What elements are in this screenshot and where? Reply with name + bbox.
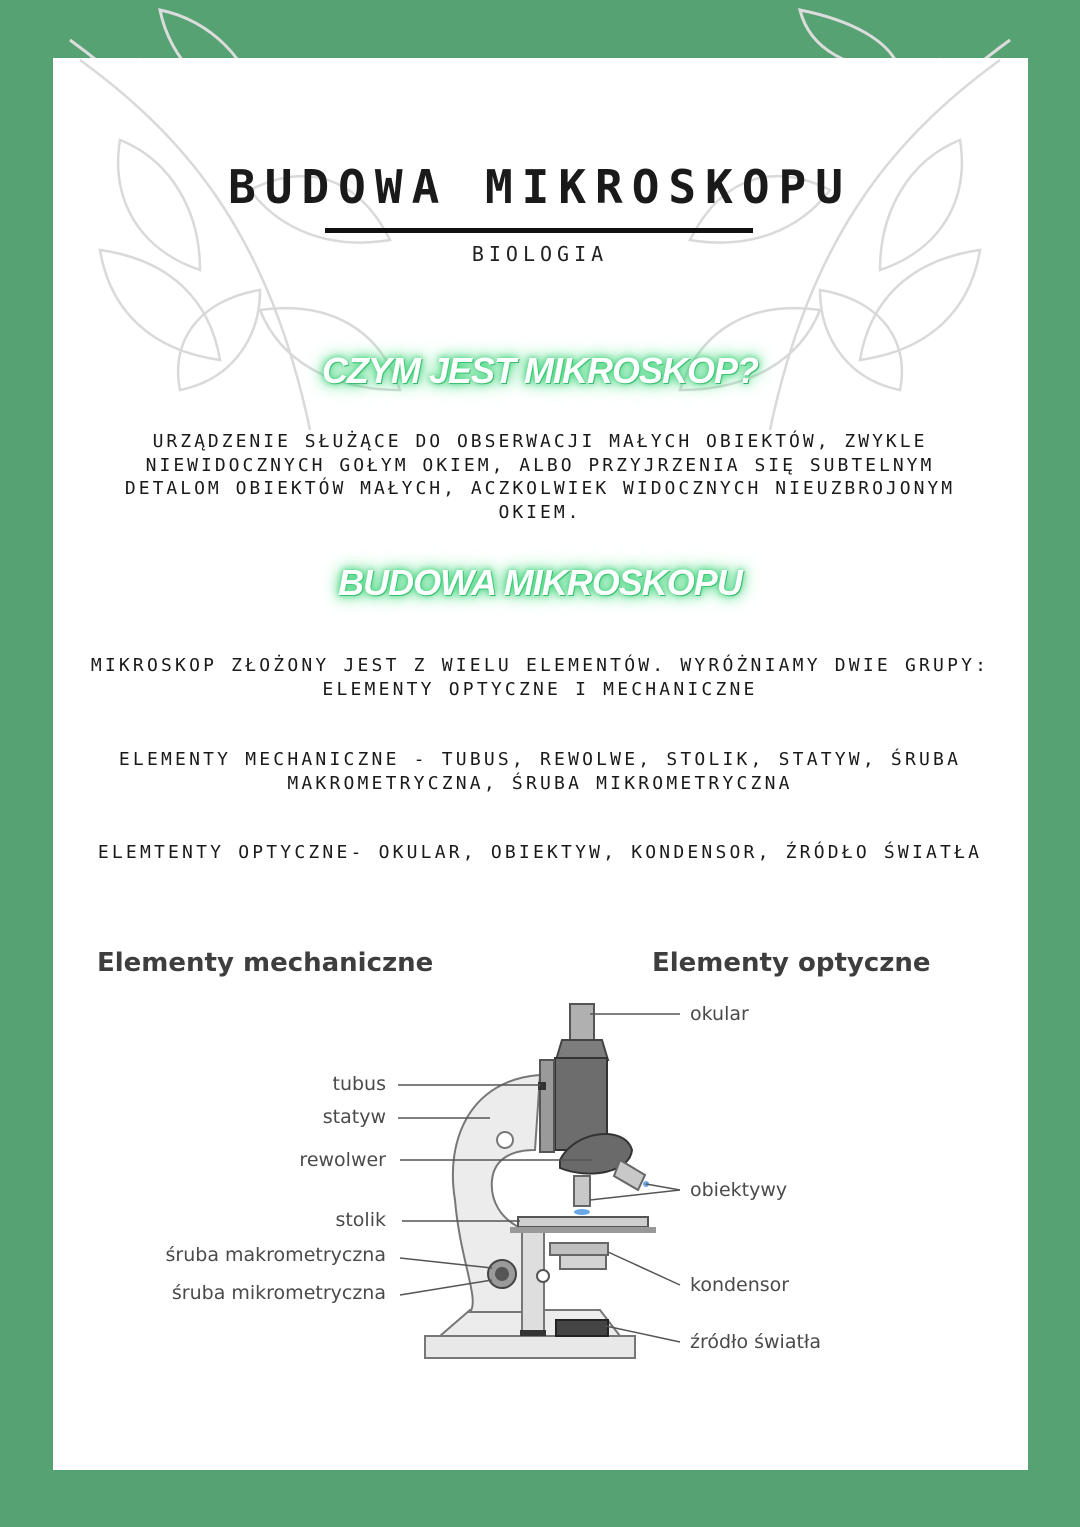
optical-column-heading: Elementy optyczne [652, 948, 931, 978]
label-statyw: statyw [322, 1106, 386, 1128]
label-sruba-mikrometryczna: śruba mikrometryczna [171, 1282, 386, 1304]
optical-paragraph: ELEMTENTY OPTYCZNE- OKULAR, OBIEKTYW, KONDENSOR, ŹRÓDŁO ŚWIATŁA [97, 842, 983, 863]
section-heading-what-is: CZYM JEST MIKROSKOP? [321, 350, 759, 391]
mechanical-column-heading: Elementy mechaniczne [97, 948, 434, 978]
label-okular: okular [690, 1003, 749, 1025]
intro-line: MIKROSKOP ZŁOŻONY JEST Z WIELU ELEMENTÓW. WYRÓŻNIAMY DWIE GRUPY: [90, 655, 990, 676]
intro-line: ELEMENTY OPTYCZNE I MECHANICZNE [322, 678, 758, 700]
label-stolik: stolik [335, 1209, 386, 1231]
definition-line: URZĄDZENIE SŁUŻĄCE DO OBSERWACJI MAŁYCH OBIEKTÓW, ZWYKLE [152, 431, 928, 452]
definition-line: OKIEM. [498, 501, 582, 523]
label-kondensor: kondensor [690, 1274, 790, 1296]
page-subtitle: BIOLOGIA [471, 242, 609, 266]
mechanical-line: ELEMENTY MECHANICZNE - TUBUS, REWOLWE, STOLIK, STATYW, ŚRUBA [118, 749, 962, 770]
page-title: BUDOWA MIKROSKOPU [228, 160, 852, 214]
definition-line: NIEWIDOCZNYCH GOŁYM OKIEM, ALBO PRZYJRZENIA SIĘ SUBTELNYM [145, 454, 935, 476]
label-zrodlo-swiatla: źródło światła [690, 1331, 821, 1353]
section-heading-structure: BUDOWA MIKROSKOPU [338, 562, 742, 603]
mechanical-line: MAKROMETRYCZNA, ŚRUBA MIKROMETRYCZNA [287, 772, 793, 794]
label-tubus: tubus [332, 1073, 386, 1095]
label-sruba-makrometryczna: śruba makrometryczna [165, 1244, 386, 1266]
label-obiektywy: obiektywy [690, 1179, 788, 1201]
definition-line: DETALOM OBIEKTÓW MAŁYCH, ACZKOLWIEK WIDOCZNYCH NIEUZBROJONYM [124, 478, 956, 499]
label-rewolwer: rewolwer [299, 1149, 386, 1171]
